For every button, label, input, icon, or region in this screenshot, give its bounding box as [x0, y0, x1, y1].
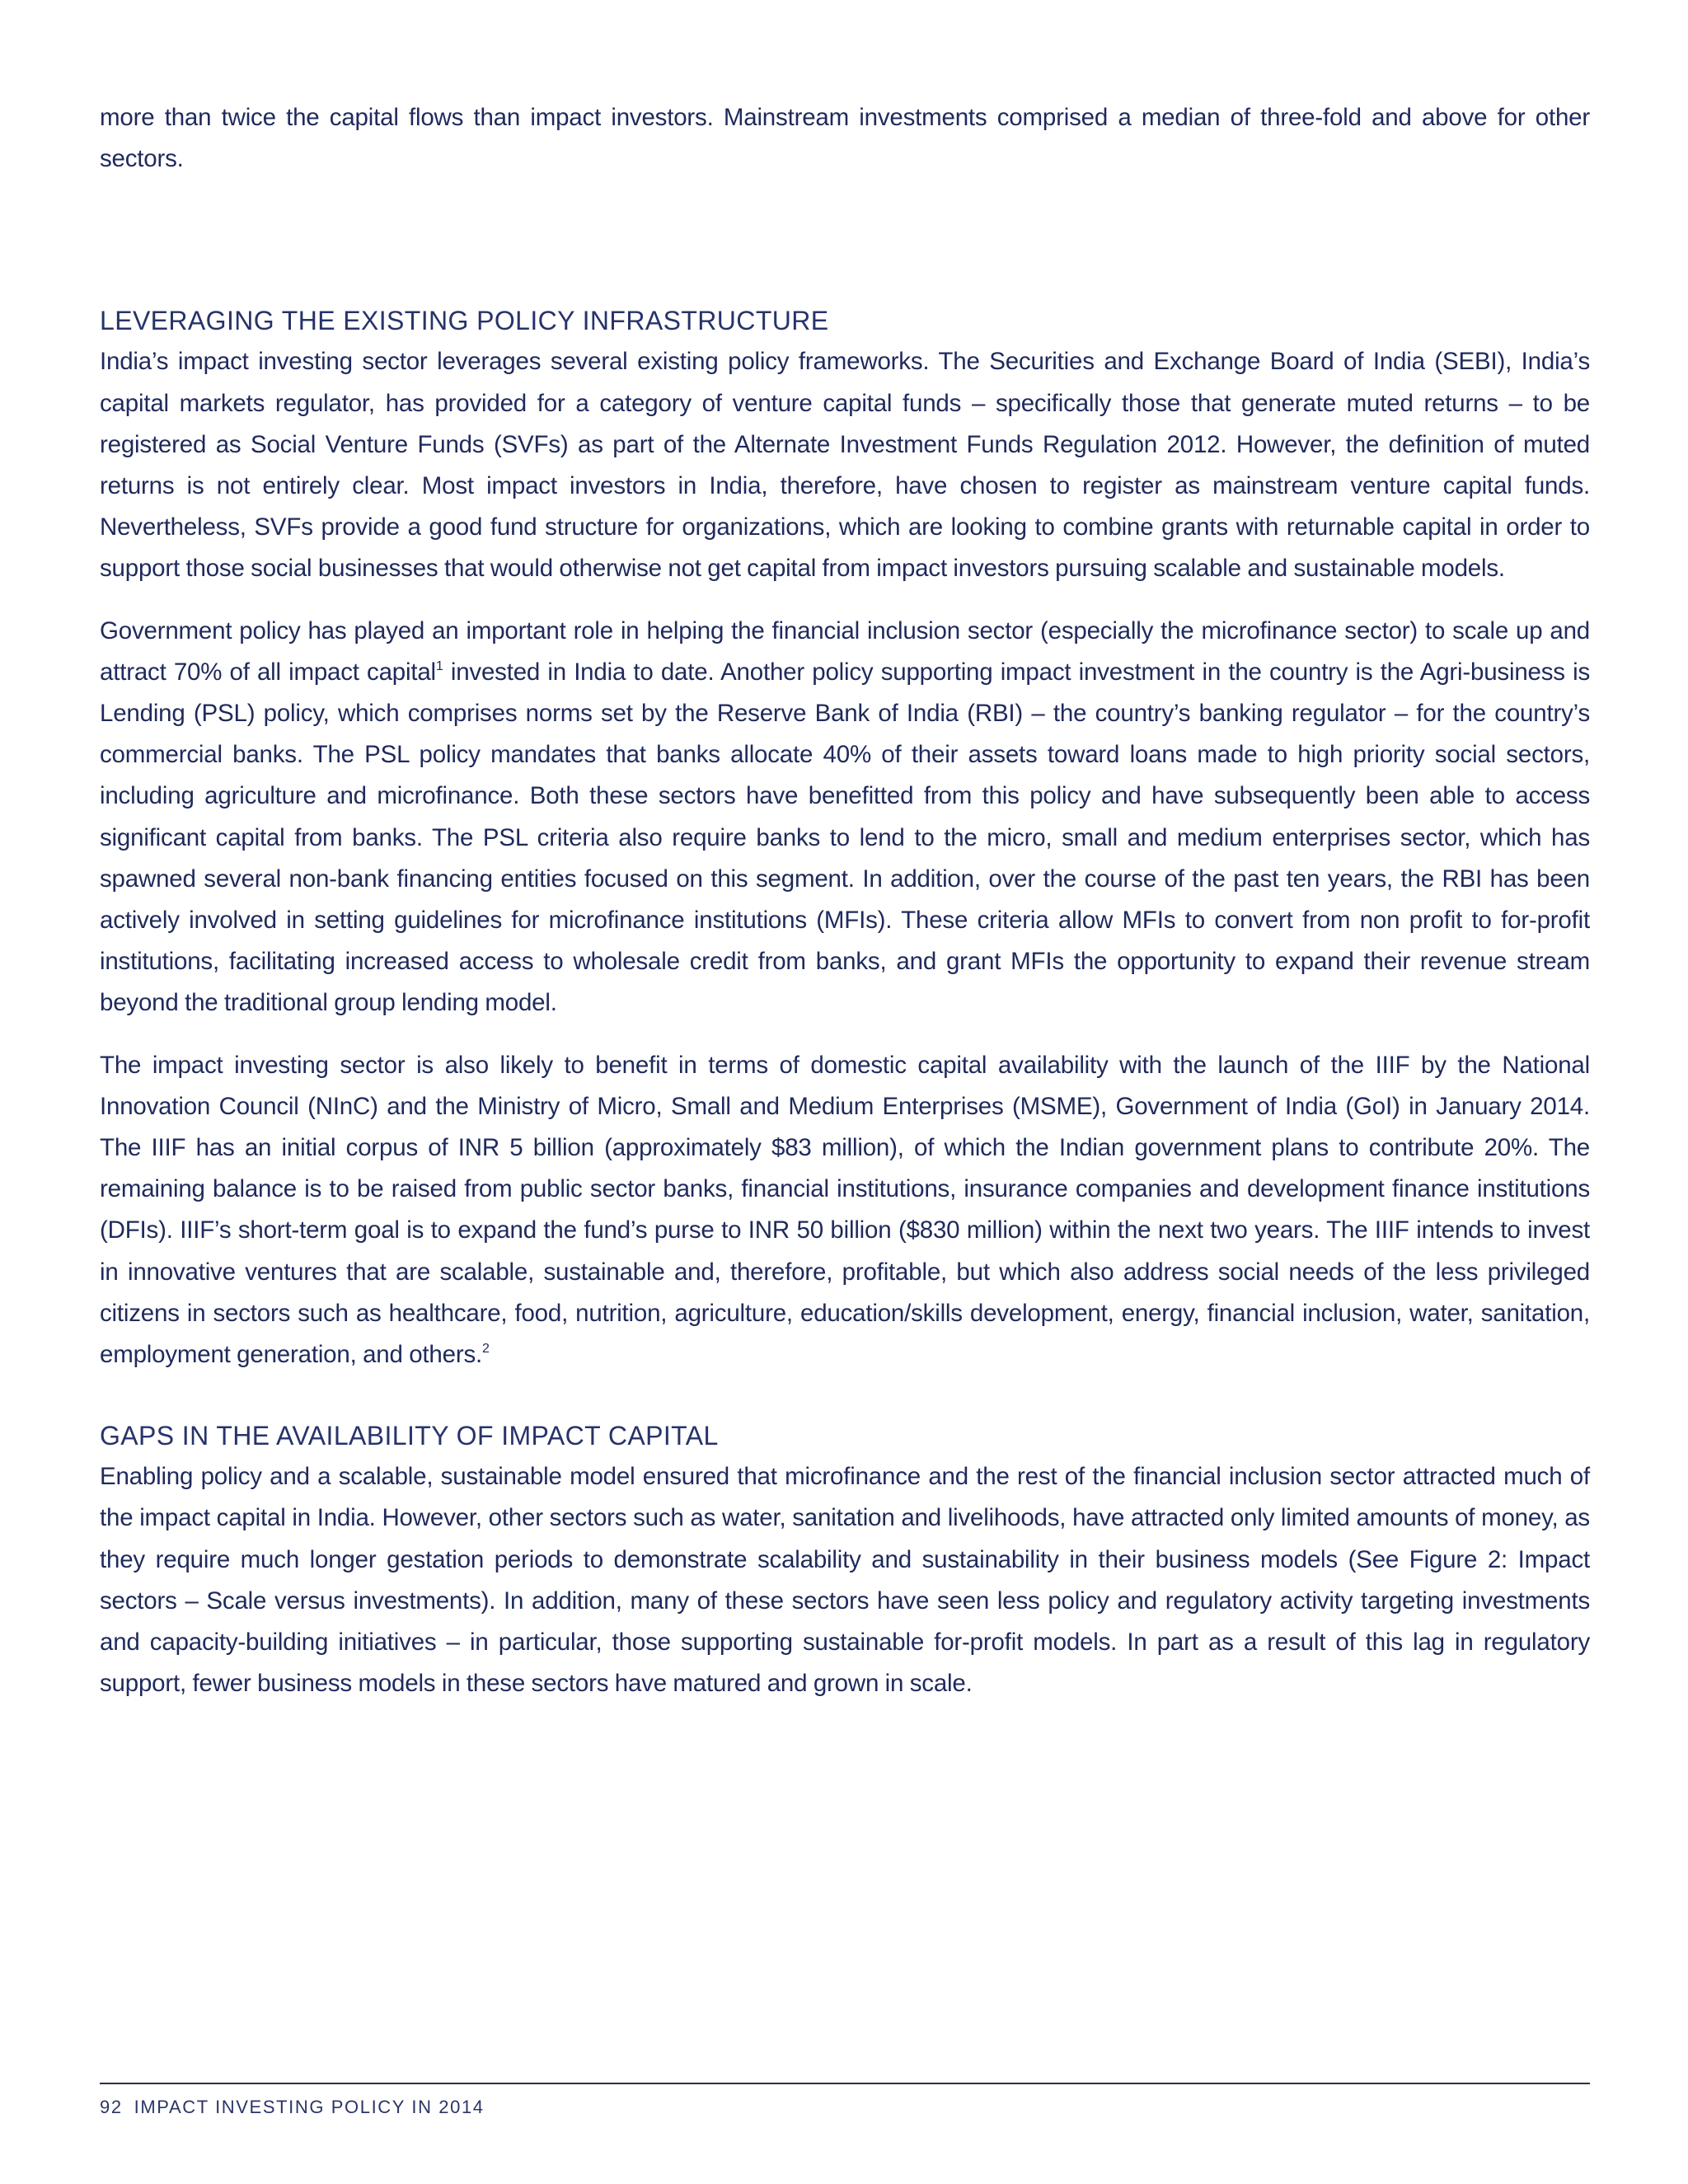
section-heading-policy-infrastructure: LEVERAGING THE EXISTING POLICY INFRASTRUCTURE — [100, 306, 829, 336]
paragraph-iiif-launch — [100, 1045, 1590, 1376]
paragraph-text: Government policy has played an important role in helping the financial inclusion sector (especially the microfinance sector) to scale up and attract 70% of all impact capital — [100, 616, 1590, 686]
spacer — [100, 1024, 1590, 1045]
footer-divider — [100, 2083, 1590, 2084]
section-heading-gaps-impact-capital: GAPS IN THE AVAILABILITY OF IMPACT CAPITAL — [100, 1421, 719, 1451]
page-content — [100, 97, 1590, 1705]
running-title: IMPACT INVESTING POLICY IN 2014 — [134, 2097, 485, 2117]
paragraph-text: The impact investing sector is also likely to benefit in terms of domestic capital availability with the launch of the IIIF by the National Innovation Council (NInC) and the Ministry of Micro, Small and Medium Enterprises (MSME), Government of India (GoI) in January 2014. The IIIF has an initial corpus of INR 5 billion (approximately $83 million), of which the Indian government plans to contribute 20%. The remaining balance is to be raised from public sector banks, financial institutions, insurance companies and development finance institutions (DFIs). IIIF’s short-term goal is to expand the fund’s purse to INR 50 billion ($830 million) within the next two years. The IIIF intends to invest in innovative ventures that are scalable, sustainable and, therefore, profitable, but which also address social needs of the less privileged citizens in sectors such as healthcare, food, nutrition, agriculture, education/skills development, energy, financial inclusion, water, sanitation, employment generation, and others. — [100, 1051, 1590, 1369]
page-footer — [100, 2097, 485, 2118]
paragraph-gaps: Enabling policy and a scalable, sustainable model ensured that microfinance and the rest of the financial inclusion sector attracted much of the impact capital in India. However, other sectors such as water, sanitation and livelihoods, have attracted only limited amounts of money, as they require much longer gestation periods to demonstrate scalability and sustainability in their business models (See Figure 2: Impact sectors – Scale versus investments). In addition, many of these sectors have seen less policy and regulatory activity targeting investments and capacity-building initiatives – in particular, those supporting sustainable for-profit models. In part as a result of this lag in regulatory support, fewer business models in these sectors have matured and grown in scale. — [100, 1463, 1590, 1698]
spacer — [100, 590, 1590, 611]
paragraph-text: invested in India to date. Another policy supporting impact investment in the country is the Agri-business is Lending (PSL) policy, which comprises norms set by the Reserve Bank of India (RBI) – the country’s banking regulator – for the country’s commercial banks. The PSL policy mandates that banks allocate 40% of their assets toward loans made to high priority social sectors, including agriculture and microfinance. Both these sectors have benefitted from this policy and have subsequently been able to access significant capital from banks. The PSL criteria also require banks to lend to the micro, small and medium enterprises sector, which has spawned several non-bank financing entities focused on this segment. In addition, over the course of the past ten years, the RBI has been actively involved in setting guidelines for microfinance institutions (MFIs). These criteria allow MFIs to convert from non profit to for-profit institutions, facilitating increased access to wholesale credit from banks, and grant MFIs the opportunity to expand their revenue stream beyond the traditional group lending model. — [100, 658, 1590, 1017]
intro-paragraph: more than twice the capital flows than impact investors. Mainstream investments comprised a median of three-fold and above for other sectors. — [100, 104, 1590, 173]
page-number: 92 — [100, 2097, 123, 2117]
footnote-marker-2: 2 — [482, 1342, 490, 1357]
footnote-marker-1: 1 — [435, 658, 443, 673]
paragraph-sebi-frameworks: India’s impact investing sector leverages several existing policy frameworks. The Securities and Exchange Board of India (SEBI), India’s capital markets regulator, has provided for a category of venture capital funds – specifically those that generate muted returns – to be registered as Social Venture Funds (SVFs) as part of the Alternate Investment Funds Regulation 2012. However, the definition of muted returns is not entirely clear. Most impact investors in India, therefore, have chosen to register as mainstream venture capital funds. Nevertheless, SVFs provide a good fund structure for organizations, which are looking to combine grants with returnable capital in order to support those social businesses that would otherwise not get capital from impact investors pursuing scalable and sustainable models. — [100, 348, 1590, 583]
paragraph-government-policy — [100, 611, 1590, 1024]
spacer — [100, 1376, 1590, 1415]
spacer — [100, 180, 1590, 300]
